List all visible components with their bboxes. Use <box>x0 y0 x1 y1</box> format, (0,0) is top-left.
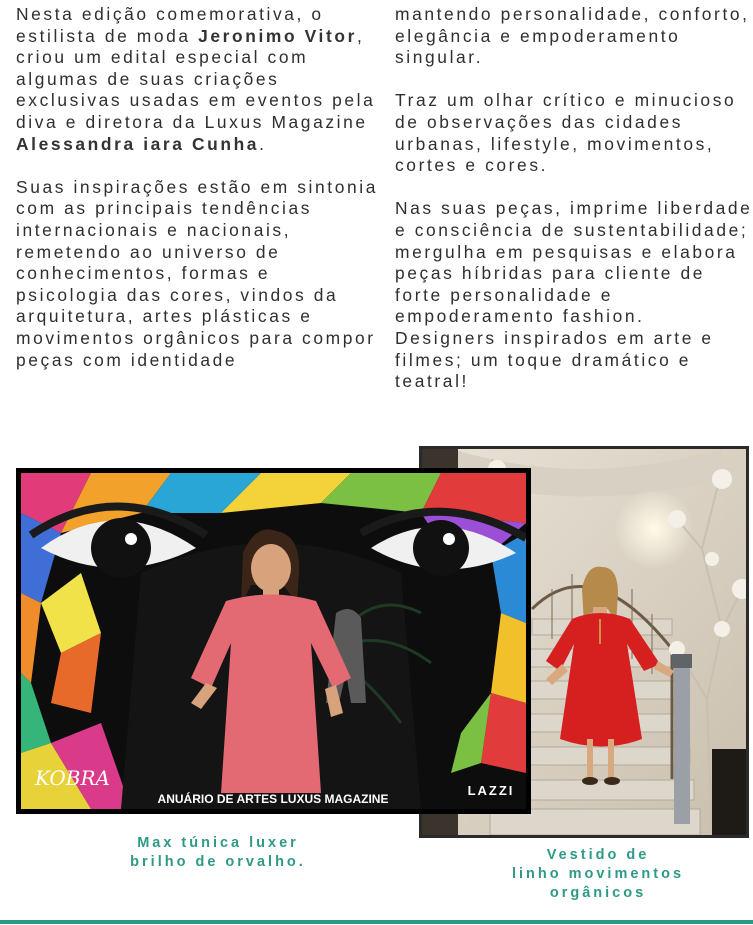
artist-signature: KOBRA <box>35 766 110 790</box>
perspective-paragraph: Traz um olhar crítico e minucioso de observações das cidades urbanas, lifestyle, movimentos, cortes e cores. <box>395 90 737 176</box>
mural-scene <box>21 473 526 809</box>
photo-banner: ANUÁRIO DE ARTES LUXUS MAGAZINE <box>157 792 389 806</box>
continuation-paragraph: mantendo personalidade, conforto, elegância e empoderamento singular. <box>395 4 750 68</box>
brand-logo: LAZZI <box>467 783 515 798</box>
director-name: Alessandra iara Cunha <box>16 133 260 154</box>
pieces-paragraph: Nas suas peças, imprime liberdade e consciência de sustentabilidade; mergulha em pesquisas e elabora peças híbridas para cliente de forte personalidade e empoderamento fashion. Designers inspirados em arte e filmes; um toque dramático e teatral! <box>395 198 753 392</box>
intro-paragraph <box>16 4 378 155</box>
caption-right-line3: orgânicos <box>549 885 647 901</box>
article-column-right <box>395 4 753 414</box>
intro-text: Nesta edição comemorativa, o estilista de moda <box>16 4 324 46</box>
inspiration-paragraph: Suas inspirações estão em sintonia com as principais tendências internacionais e nacionais, remetendo ao universo de conhecimentos, formas e psicologia das cores, vindos da arquitetura, artes plásticas e movimentos orgânicos para compor peças com identidade <box>16 176 378 370</box>
article-column-left <box>16 4 378 393</box>
caption-left-line1: Max túnica luxer <box>137 835 299 851</box>
intro-period: . <box>259 133 267 154</box>
caption-left-line2: brilho de orvalho. <box>130 854 306 870</box>
designer-name: Jeronimo Vitor <box>198 25 357 46</box>
bottom-rule <box>0 920 753 924</box>
caption-right-line1: Vestido de <box>546 847 650 863</box>
caption-right-line2: linho movimentos <box>511 866 685 882</box>
caption-right <box>493 846 703 903</box>
intro-text-cont: , criou um edital especial com algumas de suas criações exclusivas usadas em eventos pela diva e diretora da Luxus Magazine <box>16 25 376 132</box>
photo-mural-event <box>16 468 531 814</box>
caption-left <box>98 834 338 872</box>
